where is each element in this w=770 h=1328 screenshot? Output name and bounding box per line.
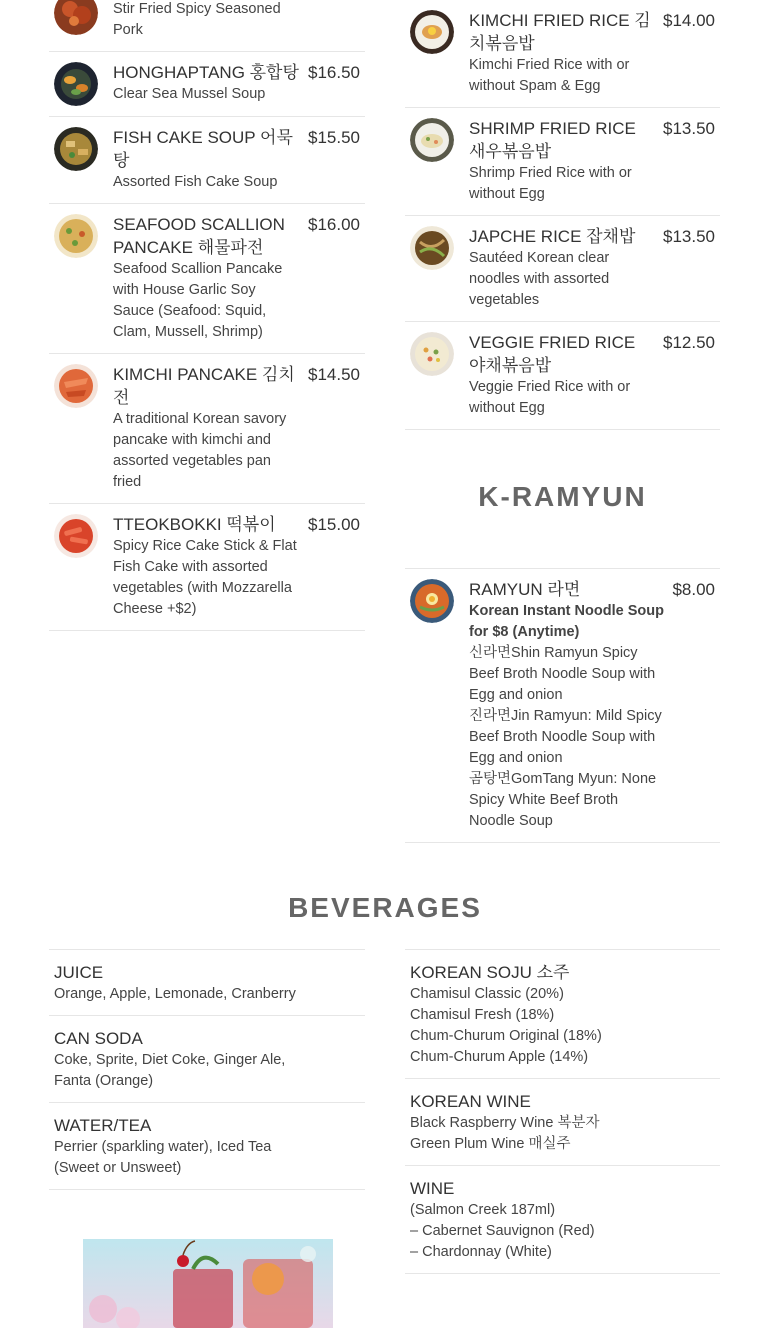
beverage-desc: Chum-Churum Original (18%) xyxy=(410,1028,602,1044)
menu-item-price: $12.50 xyxy=(663,333,715,352)
menu-item-price: $14.50 xyxy=(308,365,360,384)
menu-item-name: SEAFOOD SCALLION PANCAKE 해물파전 xyxy=(113,215,285,257)
left-menu-column xyxy=(49,0,365,631)
menu-item-shrimp-fried-rice xyxy=(405,108,720,216)
tteokbokki-photo-icon xyxy=(54,514,98,558)
beverage-name: KOREAN WINE xyxy=(410,1092,531,1111)
menu-item-name: TTEOKBOKKI 떡볶이 xyxy=(113,515,276,534)
beverage-desc: – Chardonnay (White) xyxy=(410,1244,552,1260)
menu-item-desc: Sautéed Korean clear noodles with assorted vegetables xyxy=(469,250,610,308)
beverage-item-korean-wine xyxy=(405,1079,720,1166)
menu-item-name: KIMCHI FRIED RICE 김치볶음밥 xyxy=(469,11,651,53)
japche-rice-photo-icon xyxy=(410,226,454,270)
menu-item-name: KIMCHI PANCAKE 김치전 xyxy=(113,365,295,407)
beverage-name: WATER/TEA xyxy=(54,1116,152,1135)
menu-item-desc: Spicy Rice Cake Stick & Flat Fish Cake with assorted vegetables (with Mozzarella Cheese +$2) xyxy=(113,538,297,617)
beverages-left-column xyxy=(49,949,365,1190)
kimchi-fried-rice-photo-icon xyxy=(410,10,454,54)
menu-item-name: RAMYUN 라면 xyxy=(469,580,581,599)
beverage-desc: Chamisul Fresh (18%) xyxy=(410,1007,555,1023)
k-ramyun-section-title: K-RAMYUN xyxy=(478,481,647,512)
menu-item-price: $8.00 xyxy=(672,580,715,599)
beverage-item-juice xyxy=(49,949,365,1016)
beverage-desc: Chamisul Classic (20%) xyxy=(410,986,564,1002)
menu-item-veggie-fried-rice xyxy=(405,322,720,430)
menu-item-tteokbokki xyxy=(49,504,365,631)
seafood-pancake-photo-icon xyxy=(54,214,98,258)
mussel-soup-photo-icon xyxy=(54,62,98,106)
fish-cake-soup-photo-icon xyxy=(54,127,98,171)
menu-item-price: $16.00 xyxy=(308,215,360,234)
menu-item-desc: Pork xyxy=(113,22,143,38)
menu-item-desc: A traditional Korean savory pancake with kimchi and assorted vegetables pan fried xyxy=(113,411,287,490)
menu-item-japche-rice xyxy=(405,216,720,322)
beverage-name: CAN SODA xyxy=(54,1029,143,1048)
beverage-item-can-soda xyxy=(49,1016,365,1103)
menu-item-seafood-pancake xyxy=(49,204,365,354)
veggie-fried-rice-photo-icon xyxy=(410,332,454,376)
beverage-item-korean-soju xyxy=(405,949,720,1079)
menu-item-price: $16.50 xyxy=(308,63,360,82)
beverage-desc: (Salmon Creek 187ml) xyxy=(410,1202,556,1218)
menu-item-desc: Seafood Scallion Pancake with House Garlic Soy Sauce (Seafood: Squid, Clam, Mussell, Shrimp) xyxy=(113,261,283,340)
beverage-desc: Black Raspberry Wine 복분자 xyxy=(410,1115,600,1131)
menu-item-subtitle: Korean Instant Noodle Soup for $8 (Anytime) xyxy=(469,603,664,640)
k-ramyun-column xyxy=(405,568,720,843)
menu-item-desc: 곰탕면GomTang Myun: None Spicy White Beef Broth Noodle Soup xyxy=(469,771,657,829)
menu-item-price: $13.50 xyxy=(663,227,715,246)
menu-item-name: JAPCHE RICE 잡채밥 xyxy=(469,227,636,246)
beverage-desc: Orange, Apple, Lemonade, Cranberry xyxy=(54,986,296,1002)
shrimp-fried-rice-photo-icon xyxy=(410,118,454,162)
beverage-name: WINE xyxy=(410,1179,455,1198)
menu-item-honghaptang xyxy=(49,52,365,117)
menu-item-desc: Veggie Fried Rice with or without Egg xyxy=(469,379,631,416)
menu-item-fish-cake-soup xyxy=(49,117,365,204)
menu-item-desc: Clear Sea Mussel Soup xyxy=(113,86,266,102)
menu-item-desc: Stir Fried Spicy Seasoned xyxy=(113,1,281,17)
spicy-pork-photo-icon xyxy=(54,0,98,35)
menu-item-price: $13.50 xyxy=(663,119,715,138)
menu-item-desc: 진라면Jin Ramyun: Mild Spicy Beef Broth Noodle Soup with Egg and onion xyxy=(469,708,662,766)
beverage-desc: Chum-Churum Apple (14%) xyxy=(410,1049,589,1065)
menu-item-price: $15.00 xyxy=(308,515,360,534)
beverages-right-column xyxy=(405,949,720,1274)
kimchi-pancake-photo-icon xyxy=(54,364,98,408)
beverage-desc: Coke, Sprite, Diet Coke, Ginger Ale, xyxy=(54,1052,286,1068)
menu-item-price: $15.50 xyxy=(308,128,360,147)
menu-item-price: $14.00 xyxy=(663,11,715,30)
beverage-name: KOREAN SOJU 소주 xyxy=(410,963,570,982)
ramyun-photo-icon xyxy=(410,579,454,623)
menu-item-desc: 신라면Shin Ramyun Spicy Beef Broth Noodle Soup with Egg and onion xyxy=(469,645,656,703)
menu-item-desc: Kimchi Fried Rice with or without Spam & Egg xyxy=(469,57,630,94)
beverage-desc: Perrier (sparkling water), Iced Tea xyxy=(54,1139,272,1155)
menu-item-name: SHRIMP FRIED RICE 새우볶음밥 xyxy=(469,119,636,161)
beverages-section-title: BEVERAGES xyxy=(288,892,482,923)
right-menu-column xyxy=(405,0,720,430)
menu-item-name: HONGHAPTANG 홍합탕 xyxy=(113,63,299,82)
beverage-desc: Fanta (Orange) xyxy=(54,1073,154,1089)
beverage-item-wine xyxy=(405,1166,720,1274)
menu-item-kimchi-fried-rice xyxy=(405,0,720,108)
beverage-desc: Green Plum Wine 매실주 xyxy=(410,1136,571,1152)
menu-item-ramyun xyxy=(405,568,720,843)
beverage-name: JUICE xyxy=(54,963,104,982)
beverage-photo xyxy=(83,1239,333,1328)
beverage-desc: – Cabernet Sauvignon (Red) xyxy=(410,1223,595,1239)
beverage-desc: (Sweet or Unsweet) xyxy=(54,1160,182,1176)
menu-item-name: VEGGIE FRIED RICE 야채볶음밥 xyxy=(469,333,636,375)
menu-item-name: FISH CAKE SOUP 어묵탕 xyxy=(113,128,293,170)
menu-item-spicy-pork xyxy=(49,0,365,52)
menu-item-kimchi-pancake xyxy=(49,354,365,504)
beverage-item-water-tea xyxy=(49,1103,365,1190)
menu-item-desc: Assorted Fish Cake Soup xyxy=(113,174,278,190)
menu-item-desc: Shrimp Fried Rice with or without Egg xyxy=(469,165,632,202)
